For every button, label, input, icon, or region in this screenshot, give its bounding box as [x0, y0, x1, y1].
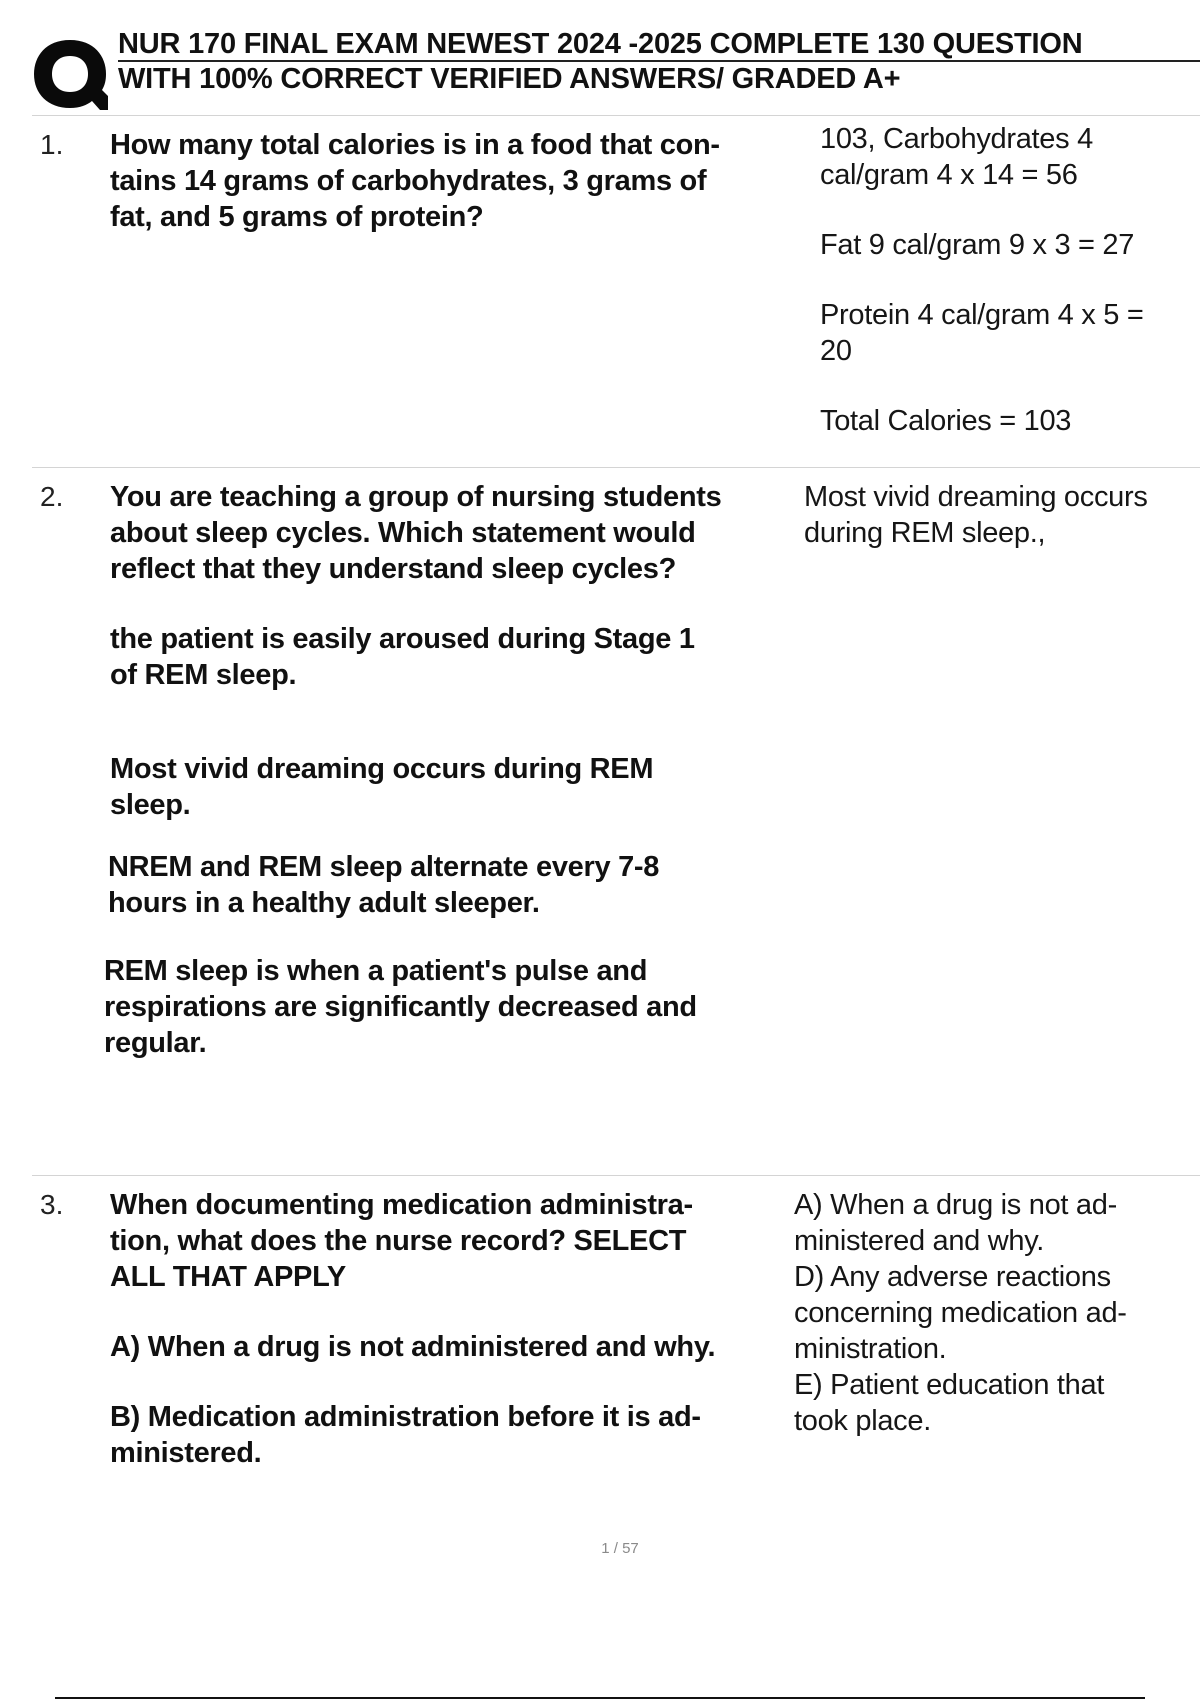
answer-line: took place. [794, 1405, 931, 1437]
question-line: reflect that they understand sleep cycles? [110, 553, 676, 585]
question-number: 1. [40, 129, 64, 160]
question-line: regular. [104, 1027, 207, 1059]
question-line: ALL THAT APPLY [110, 1261, 346, 1293]
question-line: Most vivid dreaming occurs during REM [110, 753, 654, 785]
question-line: ministered. [110, 1437, 262, 1469]
question-line: respirations are significantly decreased and [104, 991, 697, 1023]
question-line: tains 14 grams of carbohydrates, 3 grams of [110, 165, 707, 197]
answer-line: Total Calories = 103 [820, 405, 1072, 437]
title-line-1: NUR 170 FINAL EXAM NEWEST 2024 -2025 COMPLETE 130 QUESTION [118, 28, 1200, 62]
answer-line: during REM sleep., [804, 517, 1046, 549]
question-line: When documenting medication administra- [110, 1189, 693, 1221]
question-line: How many total calories is in a food that con- [110, 129, 720, 161]
footer-divider [55, 1697, 1145, 1699]
answer-text [794, 1187, 1127, 1439]
header-divider [32, 115, 1200, 116]
answer-line: ministered and why. [794, 1225, 1045, 1257]
question-line: tion, what does the nurse record? SELECT [110, 1225, 687, 1257]
answer-line: Most vivid dreaming occurs [804, 481, 1148, 513]
question-line: B) Medication administration before it is ad- [110, 1401, 701, 1433]
answer-line: Protein 4 cal/gram 4 x 5 = [820, 299, 1144, 331]
answer-text [804, 479, 1148, 551]
question-text [104, 479, 722, 1061]
answer-line: 20 [820, 335, 852, 367]
answer-line: concerning medication ad- [794, 1297, 1127, 1329]
question-divider [32, 467, 1200, 468]
answer-line: cal/gram 4 x 14 = 56 [820, 159, 1078, 191]
answer-line: E) Patient education that [794, 1369, 1105, 1401]
title-line-2: WITH 100% CORRECT VERIFIED ANSWERS/ GRADED A+ [118, 63, 901, 95]
document-title [118, 28, 1200, 96]
answer-line: D) Any adverse reactions [794, 1261, 1111, 1293]
question-text [110, 127, 720, 235]
q-logo-icon [30, 34, 110, 114]
question-line: NREM and REM sleep alternate every 7-8 [108, 851, 660, 883]
page-indicator: 1 / 57 [601, 1540, 639, 1557]
question-line: of REM sleep. [110, 659, 297, 691]
question-line: sleep. [110, 789, 191, 821]
question-line: hours in a healthy adult sleeper. [108, 887, 540, 919]
question-number: 2. [40, 481, 64, 512]
answer-line: ministration. [794, 1333, 947, 1365]
answer-text [820, 121, 1143, 439]
answer-line: Fat 9 cal/gram 9 x 3 = 27 [820, 229, 1135, 261]
question-line: REM sleep is when a patient's pulse and [104, 955, 648, 987]
question-line: fat, and 5 grams of protein? [110, 201, 484, 233]
question-line: You are teaching a group of nursing students [110, 481, 722, 513]
answer-line: A) When a drug is not ad- [794, 1189, 1117, 1221]
question-text [110, 1187, 715, 1471]
question-number: 3. [40, 1189, 64, 1220]
question-line: the patient is easily aroused during Stage 1 [110, 623, 695, 655]
question-divider [32, 1175, 1200, 1176]
question-line: about sleep cycles. Which statement would [110, 517, 696, 549]
answer-line: 103, Carbohydrates 4 [820, 123, 1093, 155]
question-line: A) When a drug is not administered and why. [110, 1331, 716, 1363]
